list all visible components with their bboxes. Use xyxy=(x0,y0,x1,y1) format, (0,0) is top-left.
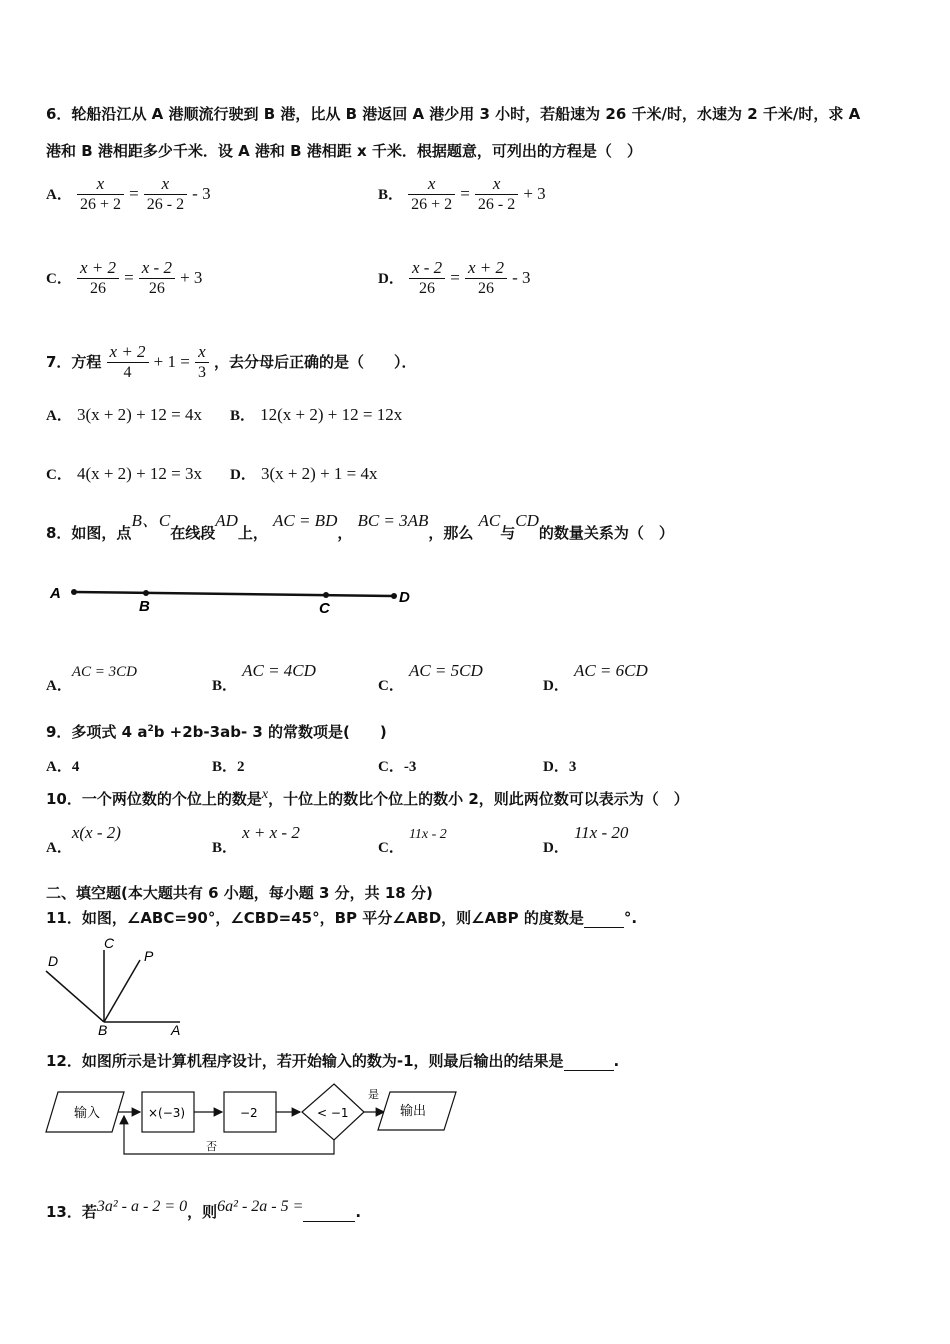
option-label: A． xyxy=(46,187,72,203)
option-label: B． xyxy=(378,187,404,203)
label-p: P xyxy=(144,948,154,964)
q12-stem: 12．如图所示是计算机程序设计，若开始输入的数为-1，则最后输出的结果是 . xyxy=(46,1052,620,1070)
option-tail: - 3 xyxy=(512,268,531,287)
q8-option-b[interactable]: B． AC = 4CD xyxy=(212,661,316,694)
q8-option-d[interactable]: D． AC = 6CD xyxy=(543,661,648,694)
q6-line2: 港和 B 港相距多少千米．设 A 港和 B 港相距 x 千米．根据题意，可列出的方程是（ ） xyxy=(46,142,642,160)
condition-label: < −1 xyxy=(317,1106,349,1120)
q7-stem: 7．方程 $\frac{x + 2}{4}$ + 1 = $\frac{x}{3}$ ，去分母后正确的是（ ）． xyxy=(46,342,417,381)
q6-line1: 6．轮船沿江从 A 港顺流行驶到 B 港，比从 B 港返回 A 港少用 3 小时，若船速为 26 千米/时，水速为 2 千米/时，求 A xyxy=(46,105,861,123)
label-c: C xyxy=(104,935,115,951)
q10-option-b[interactable]: B． x + x - 2 xyxy=(212,823,300,856)
fraction: $\frac{x + 2}{4}$ xyxy=(107,342,149,383)
input-label: 输入 xyxy=(74,1106,101,1121)
option-tail: + 3 xyxy=(523,184,546,203)
subtract-label: −2 xyxy=(240,1106,258,1120)
label-b: B xyxy=(98,1022,108,1038)
q8-stem: 8．如图，点B、C在线段AD上， AC = BD， BC = 3AB，那么 AC与CD的数量关系为（ ） xyxy=(46,511,674,542)
label-b: B xyxy=(139,598,150,615)
label-a: A xyxy=(171,1022,181,1038)
point-c xyxy=(323,592,329,598)
label-c: C xyxy=(319,600,330,617)
fraction: $\frac{x}{3}$ xyxy=(195,342,209,383)
q6-option-d[interactable]: D． $\frac{x - 2}{26}$ = $\frac{x + 2}{26}$ - 3 xyxy=(378,258,531,297)
label-d: D xyxy=(399,589,410,606)
q7-option-c[interactable]: C． 4(x + 2) + 12 = 3x xyxy=(46,464,203,483)
point-a xyxy=(71,589,77,595)
option-label: D． xyxy=(378,271,404,287)
section-heading: 二、填空题(本大题共有 6 小题，每小题 3 分，共 18 分) xyxy=(46,884,433,902)
q7-option-b[interactable]: B． 12(x + 2) + 12 = 12x xyxy=(230,405,403,424)
answer-blank[interactable] xyxy=(303,1202,355,1222)
option-tail: + 3 xyxy=(180,268,203,287)
fraction: $\frac{x + 2}{26}$ xyxy=(465,258,507,299)
fraction: $\frac{x - 2}{26}$ xyxy=(139,258,175,299)
q6-option-b[interactable]: B． $\frac{x}{26 + 2}$ = $\frac{x}{26 - 2}$ + 3 xyxy=(378,174,546,213)
q9-option-d[interactable]: D．3 xyxy=(543,759,577,775)
fraction: $\frac{x + 2}{26}$ xyxy=(77,258,119,299)
q9-stem: 9．多项式 4 $a^2b +2b-3ab-$ 3 的常数项是( ) xyxy=(46,723,387,741)
fraction: $\frac{x}{26 - 2}$ xyxy=(475,174,518,215)
fraction: $\frac{x}{26 + 2}$ xyxy=(77,174,124,215)
output-label: 输出 xyxy=(400,1104,427,1119)
fraction: $\frac{x}{26 - 2}$ xyxy=(144,174,187,215)
option-label: C． xyxy=(46,271,72,287)
yes-label: 是 xyxy=(368,1088,379,1101)
q8-segment-figure xyxy=(44,578,424,618)
fraction: $\frac{x - 2}{26}$ xyxy=(409,258,445,299)
q9-option-a[interactable]: A．4 xyxy=(46,759,80,775)
point-b xyxy=(143,590,149,596)
q9-option-c[interactable]: C．-3 xyxy=(378,759,417,775)
label-d: D xyxy=(48,953,59,969)
q10-stem: 10．一个两位数的个位上的数是x，十位上的数比个位上的数小 2，则此两位数可以表示为（ ） xyxy=(46,787,689,808)
point-d xyxy=(391,593,397,599)
answer-blank[interactable] xyxy=(564,1052,614,1071)
multiply-label: ×(−3) xyxy=(148,1106,186,1120)
q8-option-c[interactable]: C． AC = 5CD xyxy=(378,661,483,694)
q7-option-a[interactable]: A． 3(x + 2) + 12 = 4x xyxy=(46,405,203,424)
answer-blank[interactable] xyxy=(584,909,624,928)
q10-option-c[interactable]: C． 11x - 2 xyxy=(378,827,447,856)
q11-angle-figure xyxy=(44,934,194,1038)
option-tail: - 3 xyxy=(192,184,211,203)
q11-stem: 11．如图，∠ABC=90°，∠CBD=45°，BP 平分∠ABD，则∠ABP 的度数是 °. xyxy=(46,909,638,927)
q9-option-b[interactable]: B．2 xyxy=(212,759,245,775)
q10-option-a[interactable]: A．x(x - 2) xyxy=(46,823,121,856)
no-label: 否 xyxy=(206,1140,217,1153)
label-a: A xyxy=(50,585,61,602)
q7-option-d[interactable]: D． 3(x + 2) + 1 = 4x xyxy=(230,464,378,483)
q8-option-a[interactable]: A．AC = 3CD xyxy=(46,664,137,694)
fraction: $\frac{x}{26 + 2}$ xyxy=(408,174,455,215)
q10-option-d[interactable]: D． 11x - 20 xyxy=(543,823,629,856)
q12-flowchart xyxy=(44,1082,464,1158)
q6-option-c[interactable]: C． $\frac{x + 2}{26}$ = $\frac{x - 2}{26}$ + 3 xyxy=(46,258,203,297)
q6-option-a[interactable]: A． $\frac{x}{26 + 2}$ = $\frac{x}{26 - 2}$ - 3 xyxy=(46,174,211,213)
q13-stem: 13．若3a² - a - 2 = 0，则6a² - 2a - 5 = . xyxy=(46,1198,362,1221)
